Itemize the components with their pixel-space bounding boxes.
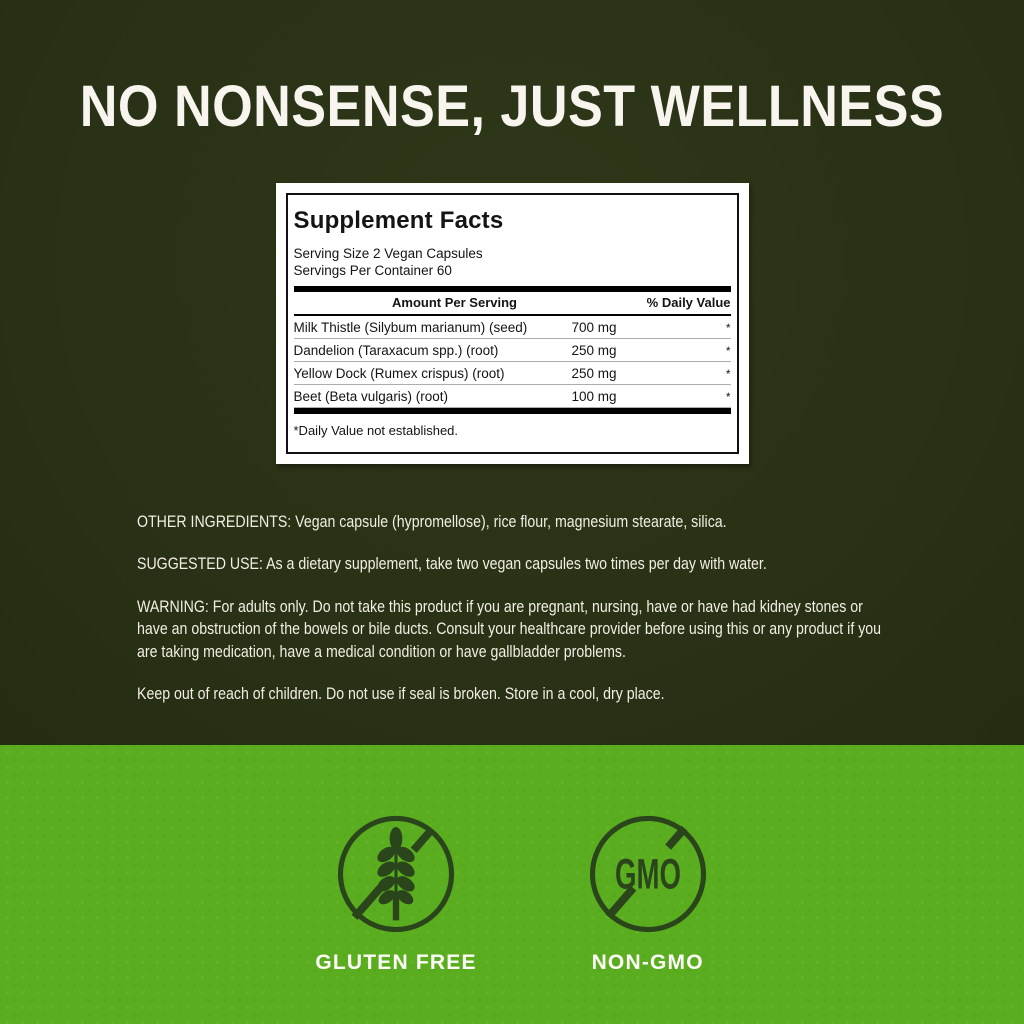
non-gmo-icon bbox=[587, 813, 709, 935]
ingredient-amount: 700 mg bbox=[571, 320, 617, 335]
badge-row bbox=[0, 813, 1024, 975]
info-text-block bbox=[137, 511, 890, 705]
warning-text: WARNING: For adults only. Do not take this product if you are pregnant, nursing, have or have had kidney stones or have an obstruction of the bowels or bile ducts. Consult your healthcare provider before using this or any product if you are taking medication, have a medical condition or have gallbladder problems. bbox=[137, 597, 882, 661]
daily-value-footnote: *Daily Value not established. bbox=[293, 423, 459, 438]
ingredient-daily-value: * bbox=[725, 320, 731, 335]
table-bottom-bar bbox=[294, 408, 731, 414]
badge-gluten-free bbox=[315, 813, 476, 975]
table-row bbox=[294, 362, 731, 385]
ingredient-daily-value: * bbox=[725, 389, 731, 404]
other-ingredients-text: OTHER INGREDIENTS: Vegan capsule (hypromellose), rice flour, magnesium stearate, silica. bbox=[137, 513, 727, 531]
suggested-use-text: SUGGESTED USE: As a dietary supplement, take two vegan capsules two times per day with water. bbox=[137, 555, 767, 574]
non-gmo-label: NON-GMO bbox=[591, 951, 704, 974]
ingredient-name: Milk Thistle (Silybum marianum) (seed) bbox=[293, 320, 528, 335]
supplement-facts-panel bbox=[276, 183, 749, 464]
headline: NO NONSENSE, JUST WELLNESS bbox=[79, 74, 945, 139]
ingredient-amount: 250 mg bbox=[571, 366, 617, 381]
serving-size: Serving Size 2 Vegan Capsules bbox=[293, 246, 483, 261]
ingredient-amount: 250 mg bbox=[571, 343, 617, 358]
ingredient-name: Dandelion (Taraxacum spp.) (root) bbox=[293, 343, 499, 358]
ingredient-name: Beet (Beta vulgaris) (root) bbox=[293, 389, 449, 404]
serving-info bbox=[294, 246, 731, 279]
ingredient-daily-value: * bbox=[725, 343, 731, 358]
badge-non-gmo bbox=[587, 813, 709, 975]
supplement-facts-title: Supplement Facts bbox=[293, 207, 504, 234]
gluten-free-icon bbox=[335, 813, 457, 935]
table-row bbox=[294, 316, 731, 339]
table-row bbox=[294, 385, 731, 408]
ingredient-amount: 100 mg bbox=[571, 389, 617, 404]
ingredient-daily-value: * bbox=[725, 366, 731, 381]
bottom-section bbox=[0, 745, 1024, 1024]
storage-text: Keep out of reach of children. Do not use if seal is broken. Store in a cool, dry place. bbox=[137, 685, 665, 704]
gmo-icon-text: GMO bbox=[614, 850, 681, 899]
ingredient-name: Yellow Dock (Rumex crispus) (root) bbox=[293, 366, 505, 381]
table-header-row bbox=[294, 292, 731, 316]
column-header-daily-value: % Daily Value bbox=[646, 295, 731, 310]
supplement-facts-inner bbox=[286, 193, 739, 454]
servings-per-container: Servings Per Container 60 bbox=[293, 262, 452, 278]
gluten-free-label: GLUTEN FREE bbox=[315, 951, 477, 974]
column-header-amount-per-serving: Amount Per Serving bbox=[392, 295, 517, 310]
table-row bbox=[294, 339, 731, 362]
